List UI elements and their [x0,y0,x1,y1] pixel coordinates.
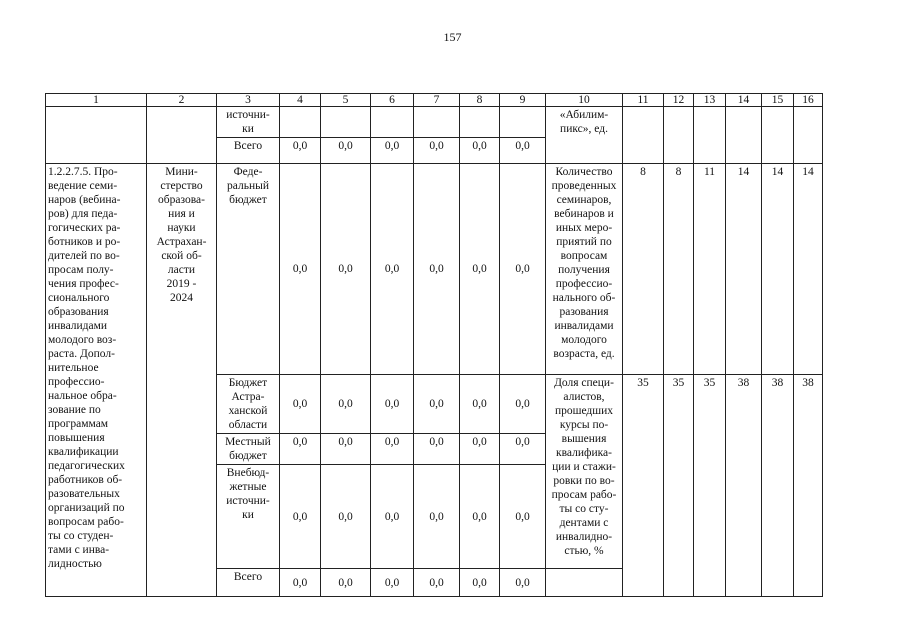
column-header: 9 [500,94,546,107]
value-cell: 0,0 [500,465,546,569]
value-cell: 0,0 [460,138,500,164]
value-cell: 0,0 [321,569,371,597]
value-cell: 0,0 [414,375,460,434]
funding-source-cell: Всего [217,138,280,164]
value-cell: 0,0 [414,138,460,164]
indicator-value-cell: 38 [794,375,823,597]
value-cell: 0,0 [280,434,321,465]
column-header: 3 [217,94,280,107]
indicator-value-cell: 14 [794,164,823,375]
value-cell: 0,0 [500,569,546,597]
value-cell: 0,0 [460,434,500,465]
indicator-value-cell: 35 [664,375,694,597]
empty-cell [546,569,623,597]
value-cell: 0,0 [460,375,500,434]
column-header: 10 [546,94,623,107]
value-cell: 0,0 [414,434,460,465]
value-cell: 0,0 [280,569,321,597]
indicator-value-cell: 35 [694,375,726,597]
column-header: 6 [371,94,414,107]
value-cell: 0,0 [500,164,546,375]
funding-source-cell: Феде- ральный бюджет [217,164,280,375]
value-cell: 0,0 [371,375,414,434]
funding-source-cell: Всего [217,569,280,597]
value-cell: 0,0 [280,375,321,434]
value-cell: 0,0 [371,138,414,164]
value-cell: 0,0 [414,569,460,597]
indicator-value-cell: 35 [623,375,664,597]
column-header: 7 [414,94,460,107]
indicator-name-cell: Доля специ- алистов, прошедших курсы по- вышения квалифика- ции и стажи- ровки по во- просам рабо- ты со сту- дентами с инвалидно- стью, % [546,375,623,569]
continuation-row [46,107,823,138]
executor-cell: Мини- стерство образова- ния и науки Астрахан- ской об- ласти 2019 - 2024 [147,164,217,597]
value-cell: 0,0 [500,138,546,164]
funding-source-cell: Бюджет Астра- ханской области [217,375,280,434]
indicator-name-cell: Количество проведенных семинаров, вебинаров и иных меро- приятий по вопросам получения профессио- нального об- разования инвалидами молодого возраста, ед. [546,164,623,375]
column-header: 13 [694,94,726,107]
column-number-row [46,94,823,107]
indicator-value-cell: 8 [623,164,664,375]
funding-source-cell: Внебюд- жетные источни- ки [217,465,280,569]
indicator-value-cell: 38 [762,375,794,597]
program-table [45,93,823,597]
value-cell: 0,0 [500,434,546,465]
column-header: 2 [147,94,217,107]
value-cell: 0,0 [371,569,414,597]
page-number: 157 [443,30,462,44]
column-header: 8 [460,94,500,107]
value-cell: 0,0 [280,465,321,569]
column-header: 16 [794,94,823,107]
funding-row-federal [46,164,823,375]
indicator-value-cell: 38 [726,375,762,597]
value-cell: 0,0 [280,164,321,375]
column-header: 15 [762,94,794,107]
activity-name-cell: 1.2.2.7.5. Про- ведение семи- наров (вебина- ров) для педа- гогических ра- ботников и ро- дителей по во- просам полу- чения профес- сионального образования инвалидами молодого воз- раста. Допол- нительное профессио- нальное обра- зование по программам повышения квалификации педагогических работников об- разовательных организаций по вопросам рабо- ты со студен- тами с инва- лидностью [46,164,147,597]
value-cell: 0,0 [460,569,500,597]
funding-source-cell: Местный бюджет [217,434,280,465]
column-header: 4 [280,94,321,107]
column-header: 14 [726,94,762,107]
value-cell: 0,0 [371,434,414,465]
empty-cell [46,107,147,164]
value-cell: 0,0 [460,465,500,569]
funding-source-cell: источни- ки [217,107,280,138]
column-header: 12 [664,94,694,107]
value-cell: 0,0 [371,164,414,375]
column-header: 5 [321,94,371,107]
column-header: 1 [46,94,147,107]
column-header: 11 [623,94,664,107]
value-cell: 0,0 [500,375,546,434]
indicator-value-cell: 8 [664,164,694,375]
empty-cell [147,107,217,164]
value-cell: 0,0 [460,164,500,375]
indicator-value-cell: 14 [726,164,762,375]
indicator-name-cell: «Абилим- пикс», ед. [546,107,623,164]
value-cell: 0,0 [321,434,371,465]
value-cell: 0,0 [280,138,321,164]
indicator-value-cell: 11 [694,164,726,375]
value-cell: 0,0 [414,164,460,375]
value-cell: 0,0 [371,465,414,569]
value-cell: 0,0 [321,465,371,569]
value-cell: 0,0 [414,465,460,569]
value-cell: 0,0 [321,138,371,164]
indicator-value-cell: 14 [762,164,794,375]
value-cell: 0,0 [321,375,371,434]
value-cell: 0,0 [321,164,371,375]
